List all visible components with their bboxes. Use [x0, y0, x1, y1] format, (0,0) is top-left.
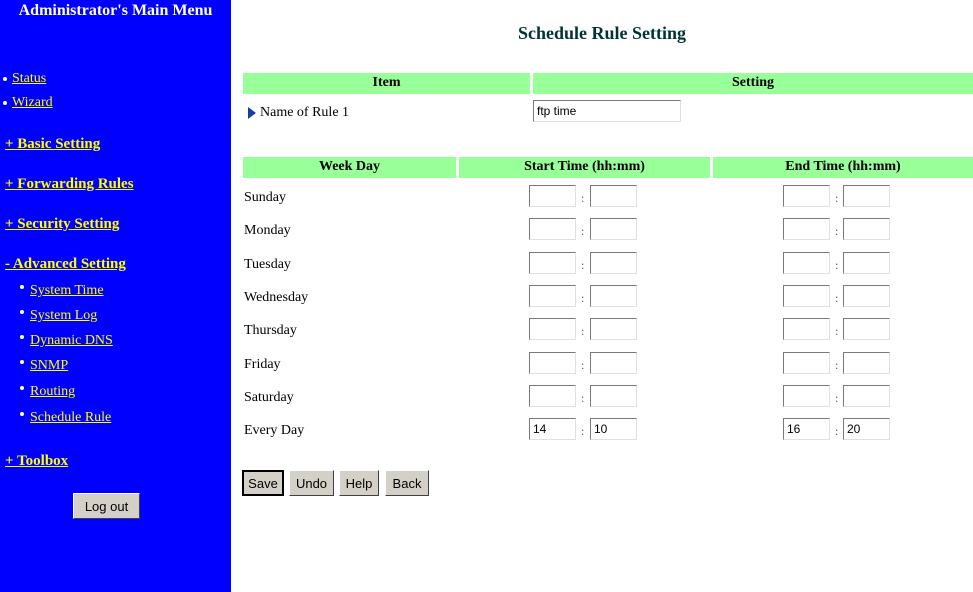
end-minute-input[interactable]: [843, 385, 890, 407]
time-separator: :: [835, 324, 839, 338]
header-start-time: Start Time (hh:mm): [459, 157, 710, 178]
start-minute-input[interactable]: 10: [590, 418, 637, 440]
weekday-label: Thursday: [244, 323, 297, 338]
save-button[interactable]: Save: [242, 470, 284, 496]
start-hour-input[interactable]: [529, 218, 576, 240]
header-setting: Setting: [533, 73, 973, 94]
end-minute-input[interactable]: [843, 285, 890, 307]
end-hour-input[interactable]: [783, 285, 830, 307]
sidebar-item-system-log[interactable]: System Log: [30, 308, 98, 323]
start-minute-input[interactable]: [590, 252, 637, 274]
weekday-label: Wednesday: [244, 290, 309, 305]
help-button[interactable]: Help: [339, 470, 379, 496]
menu-title: Administrator's Main Menu: [18, 2, 213, 19]
undo-button[interactable]: Undo: [289, 470, 334, 496]
end-minute-input[interactable]: [843, 218, 890, 240]
start-minute-input[interactable]: [590, 385, 637, 407]
sidebar-section-basic-setting[interactable]: + Basic Setting: [5, 136, 101, 152]
bullet-icon: [3, 77, 7, 81]
time-separator: :: [835, 291, 839, 305]
time-separator: :: [581, 258, 585, 272]
page-title: Schedule Rule Setting: [517, 23, 686, 43]
end-minute-input[interactable]: [843, 318, 890, 340]
end-minute-input[interactable]: [843, 185, 890, 207]
rule-name-label: Name of Rule 1: [260, 105, 350, 120]
time-separator: :: [581, 358, 585, 372]
bullet-icon: [20, 360, 24, 364]
time-separator: :: [581, 424, 585, 438]
end-hour-input[interactable]: 16: [783, 418, 830, 440]
start-hour-input[interactable]: [529, 185, 576, 207]
sidebar: [0, 0, 231, 592]
start-minute-input[interactable]: [590, 352, 637, 374]
time-separator: :: [835, 191, 839, 205]
time-separator: :: [835, 258, 839, 272]
start-minute-input[interactable]: [590, 185, 637, 207]
time-separator: :: [835, 224, 839, 238]
end-hour-input[interactable]: [783, 385, 830, 407]
arrow-right-icon: [248, 107, 256, 119]
end-minute-input[interactable]: [843, 352, 890, 374]
start-minute-input[interactable]: [590, 318, 637, 340]
header-week-day: Week Day: [243, 157, 456, 178]
start-hour-input[interactable]: [529, 385, 576, 407]
start-minute-input[interactable]: [590, 285, 637, 307]
start-hour-input[interactable]: [529, 285, 576, 307]
sidebar-section-forwarding-rules[interactable]: + Forwarding Rules: [5, 176, 134, 192]
start-hour-input[interactable]: [529, 252, 576, 274]
header-end-time: End Time (hh:mm): [713, 157, 973, 178]
bullet-icon: [20, 310, 24, 314]
bullet-icon: [3, 101, 7, 105]
time-separator: :: [581, 224, 585, 238]
time-separator: :: [581, 391, 585, 405]
bullet-icon: [20, 386, 24, 390]
end-minute-input[interactable]: 20: [843, 418, 890, 440]
header-item: Item: [243, 73, 530, 94]
sidebar-link-status[interactable]: Status: [12, 71, 47, 86]
time-separator: :: [835, 358, 839, 372]
weekday-label: Every Day: [244, 423, 305, 438]
weekday-label: Saturday: [244, 390, 294, 405]
sidebar-item-routing[interactable]: Routing: [30, 384, 76, 399]
sidebar-item-system-time[interactable]: System Time: [30, 283, 104, 298]
weekday-label: Friday: [244, 357, 281, 372]
time-separator: :: [581, 291, 585, 305]
back-button[interactable]: Back: [385, 470, 429, 496]
bullet-icon: [20, 285, 24, 289]
time-separator: :: [581, 324, 585, 338]
sidebar-link-wizard[interactable]: Wizard: [12, 95, 53, 110]
sidebar-section-toolbox[interactable]: + Toolbox: [5, 453, 69, 469]
time-separator: :: [835, 391, 839, 405]
end-hour-input[interactable]: [783, 318, 830, 340]
weekday-label: Monday: [244, 223, 291, 238]
bullet-icon: [20, 412, 24, 416]
sidebar-item-dynamic-dns[interactable]: Dynamic DNS: [30, 333, 113, 348]
end-minute-input[interactable]: [843, 252, 890, 274]
time-separator: :: [581, 191, 585, 205]
end-hour-input[interactable]: [783, 218, 830, 240]
start-minute-input[interactable]: [590, 218, 637, 240]
end-hour-input[interactable]: [783, 185, 830, 207]
sidebar-item-schedule-rule[interactable]: Schedule Rule: [30, 410, 112, 425]
logout-button[interactable]: Log out: [73, 493, 140, 519]
weekday-label: Sunday: [244, 190, 286, 205]
sidebar-section-security-setting[interactable]: + Security Setting: [5, 216, 120, 232]
start-hour-input[interactable]: 14: [529, 418, 576, 440]
bullet-icon: [20, 335, 24, 339]
rule-name-input[interactable]: ftp time: [533, 100, 681, 122]
end-hour-input[interactable]: [783, 352, 830, 374]
weekday-label: Tuesday: [244, 257, 291, 272]
sidebar-section-advanced-setting[interactable]: - Advanced Setting: [5, 256, 126, 272]
time-separator: :: [835, 424, 839, 438]
end-hour-input[interactable]: [783, 252, 830, 274]
sidebar-item-snmp[interactable]: SNMP: [30, 358, 69, 373]
start-hour-input[interactable]: [529, 352, 576, 374]
start-hour-input[interactable]: [529, 318, 576, 340]
